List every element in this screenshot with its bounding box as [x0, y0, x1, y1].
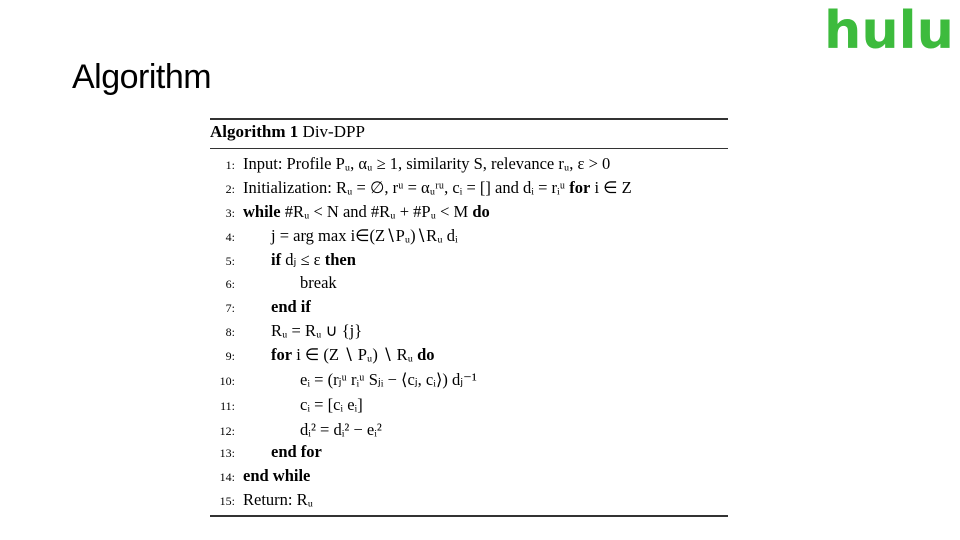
algorithm-line — [210, 345, 728, 367]
algorithm-label: Algorithm 1 — [210, 122, 299, 141]
line-code: if dⱼ ≤ ε then — [271, 250, 356, 269]
line-code: Initialization: Rᵤ = ∅, rᵘ = αᵤʳᵘ, cᵢ = [] and dᵢ = rᵢᵘ for i ∈ Z — [243, 178, 632, 197]
line-number: 2: — [225, 182, 235, 196]
line-number: 6: — [225, 277, 235, 291]
line-number: 1: — [225, 158, 235, 172]
line-number: 8: — [225, 325, 235, 339]
algorithm-line — [210, 226, 728, 248]
line-code: end if — [271, 297, 311, 316]
header-rule — [210, 148, 728, 149]
line-code: end while — [243, 466, 311, 485]
line-number: 14: — [219, 470, 235, 484]
line-number: 9: — [225, 349, 235, 363]
line-code: cᵢ = [cᵢ eᵢ] — [300, 395, 363, 414]
algorithm-line — [210, 202, 728, 224]
line-number: 15: — [219, 494, 235, 508]
line-code: Rᵤ = Rᵤ ∪ {j} — [271, 321, 363, 340]
algorithm-name: Div-DPP — [302, 122, 365, 141]
line-code: while #Rᵤ < N and #Rᵤ + #Pᵤ < M do — [243, 202, 490, 221]
algorithm-header — [210, 122, 365, 142]
line-code: break — [300, 273, 337, 292]
slide-title: Algorithm — [72, 58, 212, 96]
algorithm-line — [210, 490, 728, 512]
line-number: 4: — [225, 230, 235, 244]
algorithm-line — [210, 370, 728, 392]
algorithm-line — [210, 297, 728, 319]
line-number: 12: — [219, 424, 235, 438]
line-code: end for — [271, 442, 322, 461]
line-code: Input: Profile Pᵤ, αᵤ ≥ 1, similarity S, relevance rᵤ, ε > 0 — [243, 154, 611, 173]
line-code: for i ∈ (Z ∖ Pᵤ) ∖ Rᵤ do — [271, 345, 435, 364]
line-number: 10: — [219, 374, 235, 388]
line-number: 11: — [220, 399, 235, 413]
algorithm-line — [210, 273, 728, 295]
algorithm-line — [210, 250, 728, 272]
algorithm-box — [210, 118, 728, 518]
line-code: j = arg max i∈(Z∖Pᵤ)∖Rᵤ dᵢ — [271, 226, 458, 245]
line-code: Return: Rᵤ — [243, 490, 314, 509]
top-rule — [210, 118, 728, 120]
line-code: dᵢ² = dᵢ² − eᵢ² — [300, 420, 382, 439]
algorithm-line — [210, 442, 728, 464]
algorithm-line — [210, 395, 728, 417]
line-number: 3: — [225, 206, 235, 220]
line-number: 7: — [225, 301, 235, 315]
line-number: 13: — [219, 446, 235, 460]
algorithm-line — [210, 466, 728, 488]
hulu-logo — [824, 4, 956, 54]
line-number: 5: — [225, 254, 235, 268]
logo-text: hulu — [824, 4, 954, 54]
algorithm-line — [210, 178, 728, 200]
bottom-rule — [210, 515, 728, 517]
algorithm-line — [210, 321, 728, 343]
line-code: eᵢ = (rⱼᵘ rᵢᵘ Sⱼᵢ − ⟨cⱼ, cᵢ⟩) dⱼ⁻¹ — [300, 370, 477, 389]
algorithm-line — [210, 420, 728, 442]
algorithm-line — [210, 154, 728, 176]
